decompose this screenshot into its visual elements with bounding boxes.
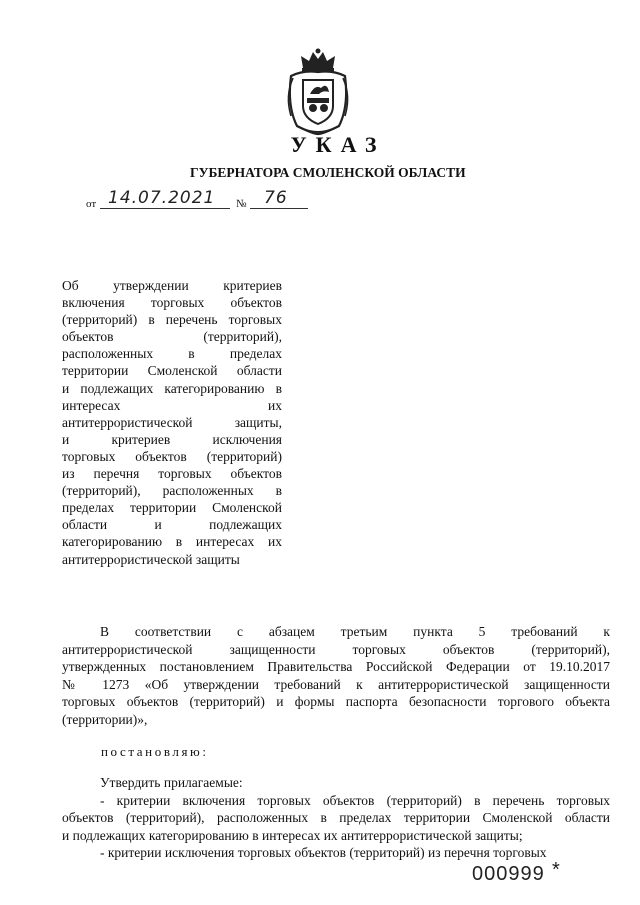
body-line: (территории)», bbox=[62, 711, 148, 727]
subject-line: и подлежащих категорированию в bbox=[62, 380, 282, 396]
number-prefix: № bbox=[236, 198, 247, 210]
decree-word: постановляю: bbox=[101, 744, 209, 759]
operative-paragraph bbox=[62, 774, 610, 862]
date-number-line bbox=[86, 188, 326, 212]
body-line: - критерии включения торговых объектов (территорий) в перечень торговых bbox=[100, 792, 610, 808]
subject-line: (территорий), расположенных в bbox=[62, 483, 282, 499]
date-handwritten: 14.07.2021 bbox=[108, 188, 216, 208]
date-prefix: от bbox=[86, 198, 97, 210]
decree-subject bbox=[62, 277, 282, 568]
subject-line: интересах их bbox=[62, 397, 282, 413]
subject-line: территории Смоленской области bbox=[62, 363, 282, 379]
subject-line: пределах территории Смоленской bbox=[62, 500, 282, 516]
body-line: утвержденных постановлением Правительства Российской Федерации от 19.10.2017 bbox=[62, 659, 610, 675]
body-line: В соответствии с абзацем третьим пункта 5 требований к bbox=[100, 624, 610, 639]
decree-title: УКАЗ bbox=[290, 132, 386, 157]
subject-line: из перечня торговых объектов bbox=[62, 466, 282, 482]
number-handwritten: 76 bbox=[264, 188, 288, 208]
subject-line: категорированию в интересах их bbox=[62, 534, 282, 550]
subject-line: включения торговых объектов bbox=[62, 295, 282, 311]
subject-line: Об утверждении критериев bbox=[62, 278, 282, 293]
subject-line: антитеррористической защиты, bbox=[62, 414, 282, 430]
body-line: торговых объектов (территорий) и формы паспорта безопасности торгового объекта bbox=[62, 694, 610, 710]
subject-line: (территорий) в перечень торговых bbox=[62, 312, 282, 328]
body-line: и подлежащих категорированию в интересах их антитеррористической защиты; bbox=[62, 827, 523, 843]
preamble-paragraph bbox=[62, 623, 610, 729]
subject-line: антитеррористической защиты bbox=[62, 551, 240, 567]
body-line: № 1273 «Об утверждении требований к антитеррористической защищенности bbox=[62, 676, 610, 692]
body-line: - критерии исключения торговых объектов (территорий) из перечня торговых bbox=[100, 845, 547, 861]
subject-line: расположенных в пределах bbox=[62, 346, 282, 362]
body-line: объектов (территорий), расположенных в пределах территории Смоленской области bbox=[62, 810, 610, 826]
issuing-authority: ГУБЕРНАТОРА СМОЛЕНСКОЙ ОБЛАСТИ bbox=[190, 165, 466, 180]
serial-number: 000999 bbox=[472, 863, 545, 885]
subject-line: и критериев исключения bbox=[62, 431, 282, 447]
subject-line: торговых объектов (территорий) bbox=[62, 448, 282, 464]
body-line: антитеррористической защищенности торговых объектов (территорий), bbox=[62, 641, 610, 657]
subject-line: области и подлежащих bbox=[62, 517, 282, 533]
body-line: Утвердить прилагаемые: bbox=[100, 775, 243, 790]
serial-mark: * bbox=[552, 859, 560, 881]
coat-of-arms-icon bbox=[283, 46, 353, 136]
subject-line: объектов (территорий), bbox=[62, 329, 282, 345]
